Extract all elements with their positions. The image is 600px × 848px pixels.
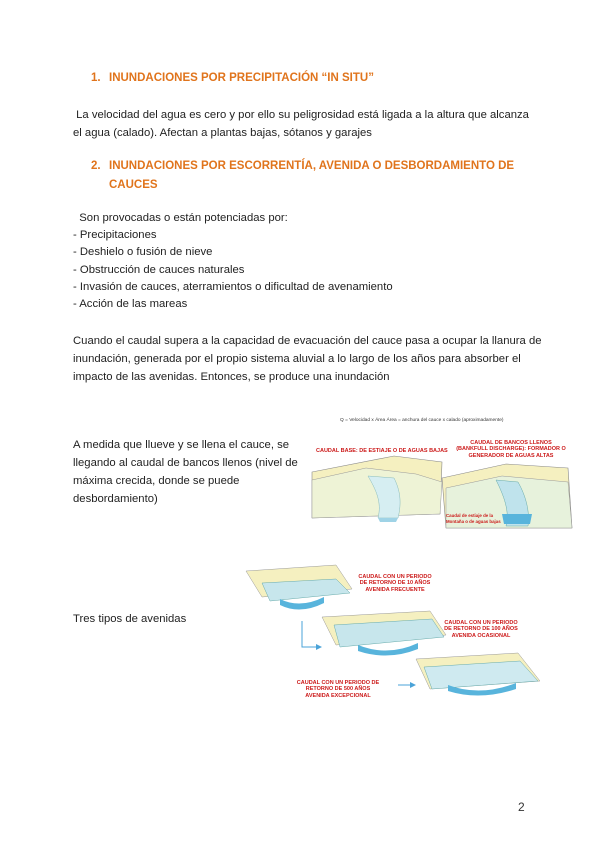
bankfull-text	[73, 436, 298, 508]
label-line: GENERADOR DE AGUAS ALTAS	[468, 452, 554, 459]
page-number: 2	[518, 800, 525, 814]
label-line: Caudal de estiaje de la	[446, 513, 494, 518]
list-item: - Deshielo o fusión de nieve	[73, 246, 213, 259]
flood-types-figure	[240, 563, 540, 713]
list-item: - Obstrucción de cauces naturales	[73, 263, 245, 276]
paragraph-line: el agua (calado). Afectan a plantas bajas, sótanos y garajes	[73, 127, 372, 139]
discharge-formula: Q = Velocidad x Área Área = anchura del cauce x calado (aproximadamente)	[340, 418, 504, 423]
label-line: Montaña o de aguas bajas	[446, 518, 501, 524]
paragraph-line: A medida que llueve y se llena el cauce, se	[73, 439, 290, 451]
causes-intro: Son provocadas o están potenciadas por:	[73, 212, 288, 224]
label-line: AVENIDA FRECUENTE	[365, 586, 425, 593]
section-1-title: INUNDACIONES POR PRECIPITACIÓN “IN SITU”	[109, 72, 374, 84]
paragraph-line: desbordamiento)	[73, 493, 158, 505]
low-water-note	[446, 513, 501, 524]
paragraph-line: impacto de las avenidas. Entonces, se produce una inundación	[73, 371, 390, 383]
paragraph-line: llegando al caudal de bancos llenos (nivel de	[73, 457, 298, 469]
label-line: CAUDAL CON UN PERIODO DE	[296, 680, 380, 686]
label-line: CAUDAL DE BANCOS LLENOS	[470, 440, 552, 446]
base-flow-label: CAUDAL BASE: DE ESTIAJE O DE AGUAS BAJAS	[316, 448, 448, 454]
paragraph-line: La velocidad del agua es cero y por ello su peligrosidad está ligada a la altura que alcanza	[73, 109, 529, 121]
section-1-heading	[91, 69, 374, 88]
river-channel-illustration	[306, 418, 574, 530]
occasional-flood-label	[436, 620, 526, 639]
bankfull-label	[452, 440, 570, 459]
section-2-title-line: INUNDACIONES POR ESCORRENTÍA, AVENIDA O DESBORDAMIENTO DE	[109, 160, 515, 172]
list-item: - Precipitaciones	[73, 229, 157, 241]
list-item: - Acción de las mareas	[73, 298, 188, 311]
label-line: AVENIDA EXCEPCIONAL	[305, 692, 371, 699]
section-2-title-line: CAUCES	[109, 179, 158, 191]
label-line: (BANKFULL DISCHARGE): FORMADOR O	[456, 446, 566, 453]
paragraph-line: máxima crecida, donde se puede	[73, 475, 240, 487]
label-line: DE RETORNO DE 10 AÑOS	[359, 580, 431, 587]
section-2-number: 2.	[91, 160, 101, 172]
bankfull-figure	[306, 418, 574, 530]
exceptional-flood-label	[288, 680, 388, 699]
section-2-heading	[91, 157, 514, 195]
section-1-number: 1.	[91, 72, 101, 84]
label-line: CAUDAL CON UN PERIODO	[358, 574, 432, 580]
list-item: - Invasión de cauces, aterramientos o dificultad de avenamiento	[73, 280, 393, 293]
paragraph-line: Cuando el caudal supera a la capacidad de evacuación del cauce pasa a ocupar la llanura de	[73, 335, 542, 347]
label-line: AVENIDA OCASIONAL	[451, 632, 511, 639]
label-line: CAUDAL CON UN PERIODO	[444, 620, 518, 626]
frequent-flood-label	[352, 574, 438, 593]
label-line: RETORNO DE 500 AÑOS	[305, 686, 371, 693]
paragraph-line: inundación, generada por el propio sistema aluvial a lo largo de los años para absorber el	[73, 353, 521, 365]
section-1-paragraph	[73, 106, 529, 142]
flood-types-text: Tres tipos de avenidas	[73, 613, 187, 625]
section-2-paragraph	[73, 332, 542, 386]
label-line: DE RETORNO DE 100 AÑOS	[444, 626, 518, 633]
causes-list	[73, 227, 393, 313]
